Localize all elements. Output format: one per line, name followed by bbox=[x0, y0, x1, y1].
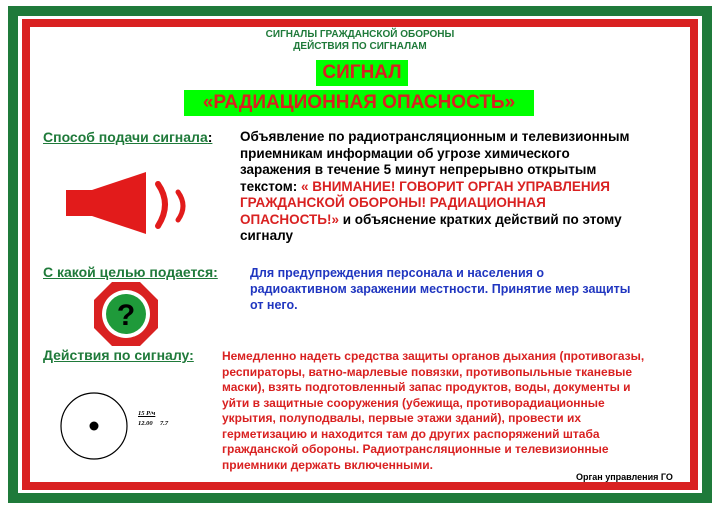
actions-line-2: респираторы, ватно-марлевые повязки, противопыльные тканевые bbox=[222, 364, 632, 379]
actions-line-5: укрытия, полуподвалы, первые этажи зданий), провести их bbox=[222, 411, 582, 425]
footer-organization: Орган управления ГО bbox=[576, 472, 673, 482]
dose-time: 12.00 bbox=[138, 420, 153, 427]
dosimeter-dial-icon bbox=[58, 390, 130, 462]
signal-word: СИГНАЛ bbox=[316, 60, 408, 86]
dose-rate: 15 Р/ч bbox=[138, 410, 156, 417]
actions-line-3: маски), взять подготовленный запас продуктов, воды, документы и bbox=[222, 380, 631, 394]
method-line-2: приемникам информации об угрозе химического bbox=[240, 145, 570, 161]
actions-line-8: приемники держать включенными. bbox=[222, 457, 433, 472]
method-line-1: Объявление по радиотрансляционным и телевизионным bbox=[240, 129, 630, 144]
header-line-2: ДЕЙСТВИЯ ПО СИГНАЛАМ bbox=[293, 41, 427, 52]
actions-line-1: Немедленно надеть средства защиты органов дыхания (противогазы, bbox=[222, 349, 645, 363]
actions-line-4: уйти в защитные сооружения (убежища, противорадиационные bbox=[222, 395, 605, 410]
method-line-6: ОПАСНОСТЬ!» и объяснение кратких действий по этому bbox=[240, 211, 622, 227]
method-line-4: текстом: « ВНИМАНИЕ! ГОВОРИТ ОРГАН УПРАВЛЕНИЯ bbox=[240, 178, 610, 194]
section-label-purpose: С какой целью подается: bbox=[43, 264, 218, 280]
header-line-1: СИГНАЛЫ ГРАЖДАНСКОЙ ОБОРОНЫ bbox=[265, 29, 455, 40]
loudspeaker-icon bbox=[62, 170, 202, 242]
method-line-7: сигналу bbox=[240, 228, 293, 243]
section-label-method: Способ подачи сигнала: bbox=[43, 129, 213, 145]
method-line-5: ГРАЖДАНСКОЙ ОБОРОНЫ! РАДИАЦИОННАЯ bbox=[240, 195, 546, 210]
purpose-line-1: Для предупреждения персонала и населения о bbox=[250, 266, 545, 280]
actions-line-6: герметизацию и находится там до других распоряжений штаба bbox=[222, 426, 600, 441]
svg-text:?: ? bbox=[116, 299, 136, 332]
dose-value: 7.7 bbox=[160, 420, 169, 427]
method-line-3: заражения в течение 5 минут непрерывно открытым bbox=[240, 162, 597, 177]
signal-name: «РАДИАЦИОННАЯ ОПАСНОСТЬ» bbox=[184, 90, 534, 116]
actions-line-7: гражданской обороны. Радиотрансляционные и телевизионные bbox=[222, 442, 609, 456]
section-label-actions: Действия по сигналу: bbox=[43, 347, 194, 363]
purpose-line-2: радиоактивном заражении местности. Принятие мер защиты bbox=[250, 282, 631, 296]
purpose-line-3: от него. bbox=[250, 298, 298, 312]
question-sign-icon bbox=[91, 279, 161, 349]
